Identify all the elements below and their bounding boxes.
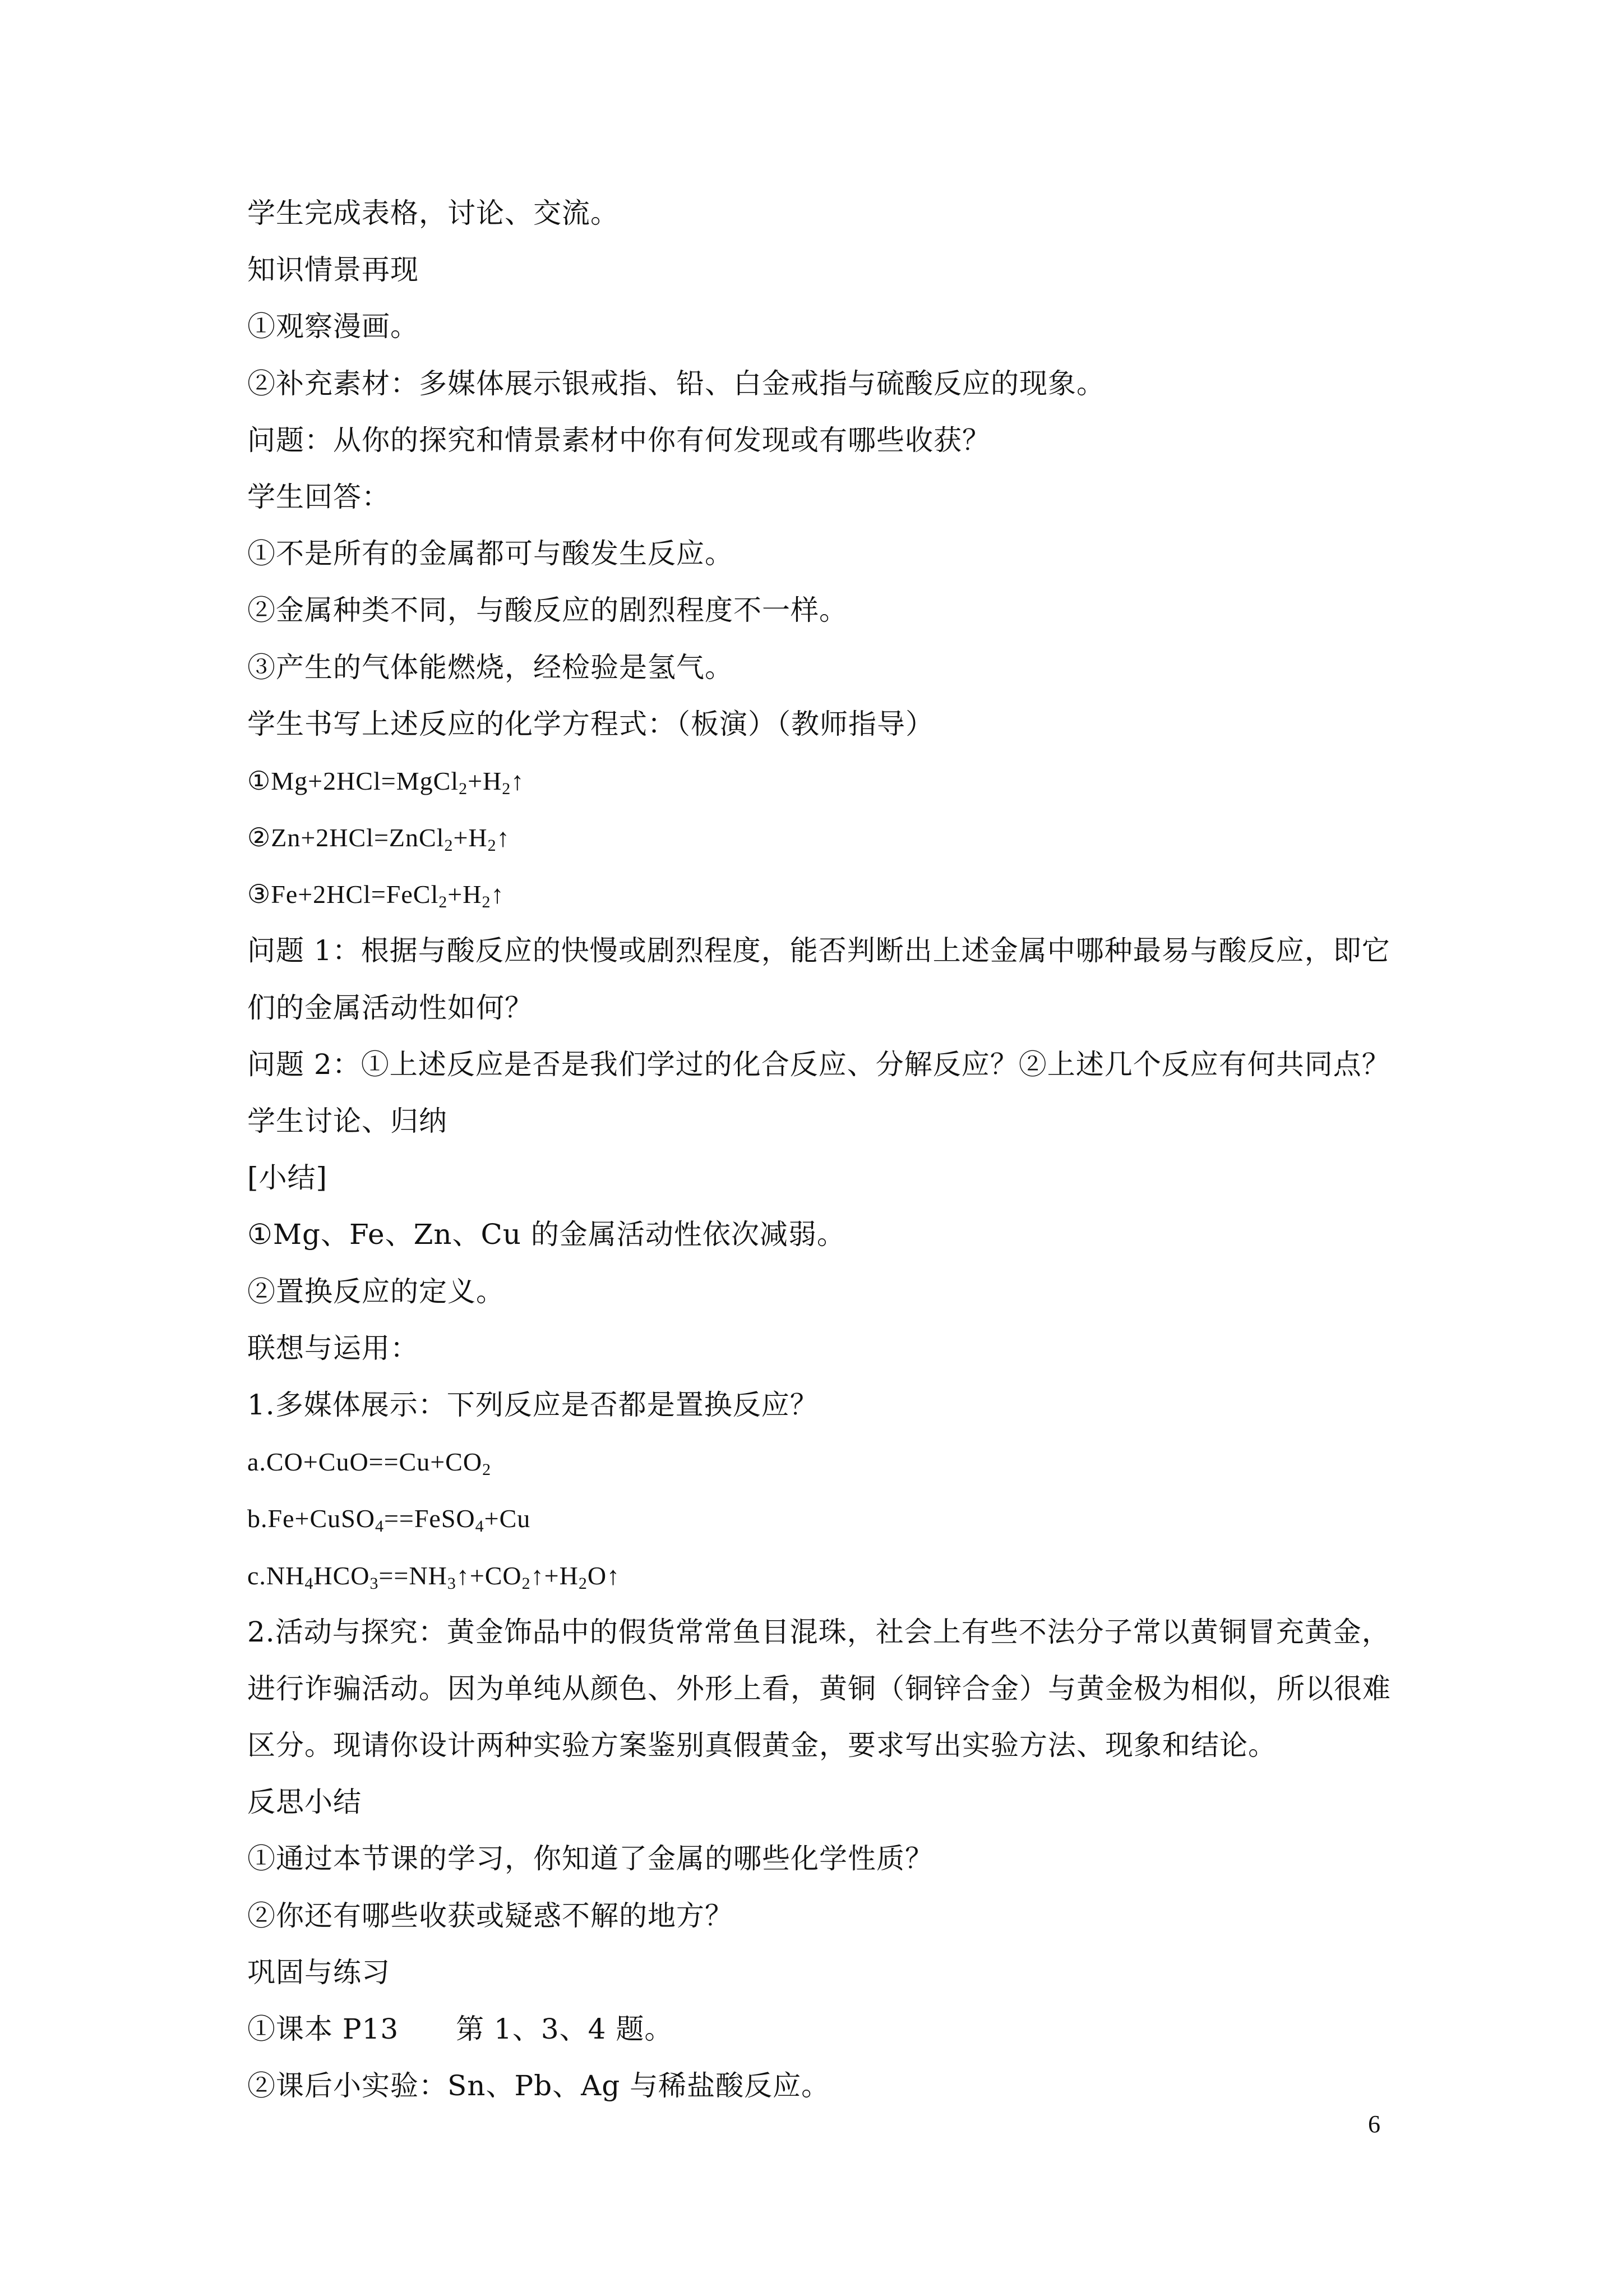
question-1-line-1: 问题 1：根据与酸反应的快慢或剧烈程度，能否判断出上述金属中哪种最易与酸反应，即它 bbox=[247, 934, 1390, 967]
reaction-option-a: $a.CO+CuO==Cu+CO_2$ bbox=[247, 1447, 492, 1479]
question-line: 问题：从你的探究和情景素材中你有何发现或有哪些收获？ bbox=[247, 423, 991, 457]
text-line: ①Mg、Fe、Zn、Cu 的金属活动性依次减弱。 bbox=[247, 1218, 845, 1251]
equation-fe: $③Fe+2HCl=FeCl_2+H_2↑$ bbox=[247, 880, 505, 912]
text-line: ②你还有哪些收获或疑惑不解的地方？ bbox=[247, 1899, 733, 1932]
text-line: ①观察漫画。 bbox=[247, 310, 419, 343]
reaction-option-b: b.Fe+CuSO$_4$==FeSO$_4$+Cu bbox=[247, 1504, 531, 1536]
text-line: 学生讨论、归纳 bbox=[247, 1105, 447, 1137]
equation-mg: $①Mg+2HCl=MgCl_2+H_2↑$ bbox=[247, 766, 525, 798]
text-line: 学生书写上述反应的化学方程式：（板演）（教师指导） bbox=[247, 707, 934, 740]
text-line: 学生完成表格，讨论、交流。 bbox=[247, 197, 619, 229]
reaction-option-c: $c.NH_4HCO_3==NH_3↑+CO_2↑+H_2O↑$ bbox=[247, 1561, 621, 1593]
activity-line-3: 区分。现请你设计两种实验方案鉴别真假黄金，要求写出实验方法、现象和结论。 bbox=[247, 1729, 1277, 1762]
section-heading: 联想与运用： bbox=[247, 1331, 419, 1364]
section-heading: 巩固与练习 bbox=[247, 1956, 390, 1989]
text-line: ②课后小实验：Sn、Pb、Ag 与稀盐酸反应。 bbox=[247, 2069, 830, 2103]
page-body bbox=[247, 185, 1391, 2114]
section-heading: 反思小结 bbox=[247, 1786, 362, 1819]
question-2: 问题 2：①上述反应是否是我们学过的化合反应、分解反应？②上述几个反应有何共同点？ bbox=[247, 1048, 1390, 1081]
text-line: ①不是所有的金属都可与酸发生反应。 bbox=[247, 537, 733, 570]
text-line: ②置换反应的定义。 bbox=[247, 1275, 505, 1308]
equation-zn: $②Zn+2HCl=ZnCl_2+H_2↑$ bbox=[247, 823, 510, 855]
summary-heading: [小结] bbox=[247, 1161, 328, 1195]
text-line: 学生回答： bbox=[247, 480, 390, 513]
question-1-line-2: 们的金属活动性如何？ bbox=[247, 991, 533, 1024]
section-heading: 知识情景再现 bbox=[247, 253, 419, 287]
text-line: ①课本 P13 第 1、3、4 题。 bbox=[247, 2013, 673, 2045]
activity-line-2: 进行诈骗活动。因为单纯从颜色、外形上看，黄铜（铜锌合金）与黄金极为相似，所以很难 bbox=[247, 1672, 1391, 1705]
text-line: ②金属种类不同，与酸反应的剧烈程度不一样。 bbox=[247, 594, 848, 627]
page-number: 6 bbox=[1368, 2110, 1380, 2138]
text-line: ③产生的气体能燃烧，经检验是氢气。 bbox=[247, 651, 733, 684]
text-line: ②补充素材：多媒体展示银戒指、铅、白金戒指与硫酸反应的现象。 bbox=[247, 367, 1105, 400]
text-line: 1.多媒体展示：下列反应是否都是置换反应？ bbox=[247, 1388, 819, 1421]
activity-line-1: 2.活动与探究：黄金饰品中的假货常常鱼目混珠，社会上有些不法分子常以黄铜冒充黄金， bbox=[247, 1615, 1390, 1648]
text-line: ①通过本节课的学习，你知道了金属的哪些化学性质？ bbox=[247, 1842, 934, 1875]
